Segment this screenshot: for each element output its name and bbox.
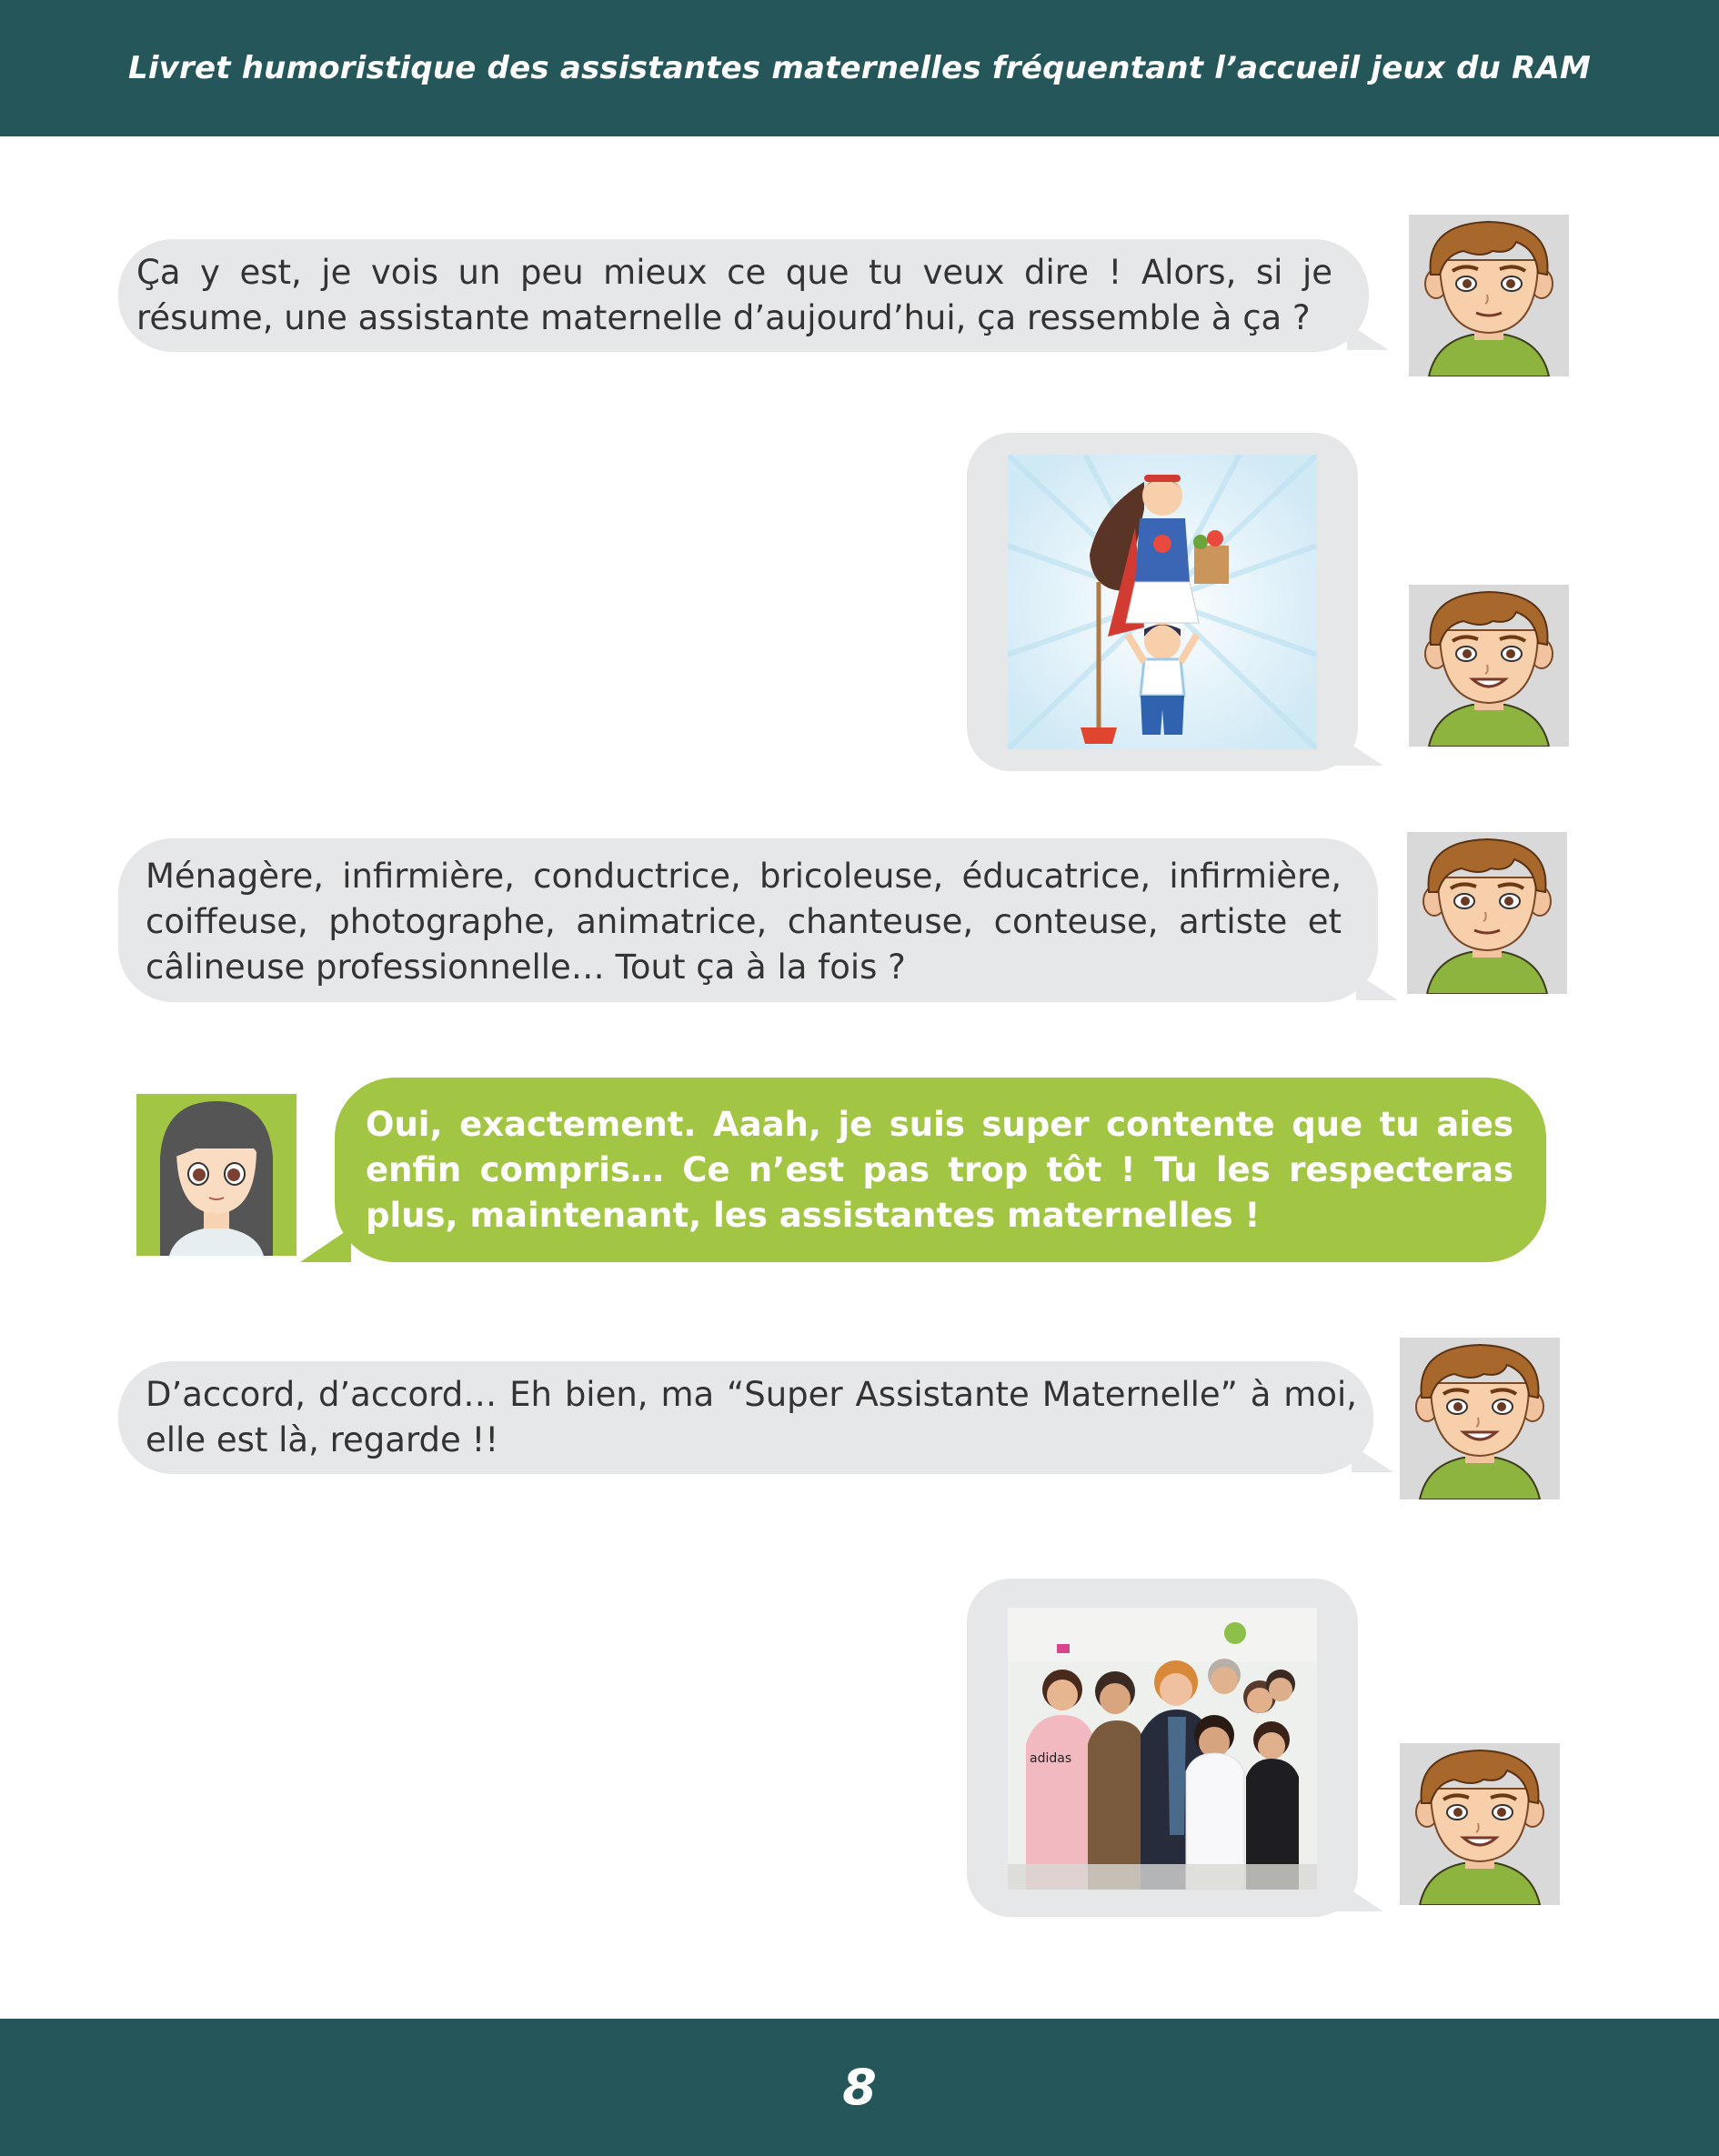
speech-bubble-boy-1 [118,239,1369,352]
boy-avatar-icon [1409,585,1569,747]
image-bubble-photo [967,1579,1358,1917]
page-header [0,0,1719,136]
message-text: Oui, exactement. Aaah, je suis super contente que tu aies enfin compris… Ce n’est pas trop tôt ! Tu les respecteras plus, maintenant, les assistantes maternelles ! [366,1105,1513,1235]
speech-bubble-girl [335,1078,1546,1262]
boy-avatar-icon [1400,1743,1560,1905]
photo-shirt-text: adidas [1030,1751,1072,1766]
boy-avatar-icon [1407,832,1567,994]
message-text: Ménagère, infirmière, conductrice, bricoleuse, éducatrice, infirmière, coiffeuse, photographe, animatrice, chanteuse, conteuse, artiste et câlineuse professionnelle… Tout ça à la fois ? [146,857,1342,987]
page-number: 8 [842,2059,877,2116]
page-footer [0,2019,1719,2156]
message-text: Ça y est, je vois un peu mieux ce que tu veux dire ! Alors, si je résume, une assistante maternelle d’aujourd’hui, ça ressemble à ça ? [136,253,1332,337]
boy-avatar-icon [1400,1338,1560,1499]
speech-bubble-boy-2 [118,838,1378,1002]
message-text: D’accord, d’accord… Eh bien, ma “Super Assistante Maternelle” à moi, elle est là, regarde !! [146,1375,1357,1459]
superhero-nanny-illustration [1008,455,1317,749]
group-photo-assistantes-maternelles [1008,1608,1317,1890]
header-title: Livret humoristique des assistantes maternelles fréquentant l’accueil jeux du RAM [127,50,1592,86]
girl-avatar-icon [136,1094,297,1256]
boy-avatar-icon [1409,215,1569,376]
speech-bubble-boy-3 [118,1361,1373,1474]
image-bubble-illustration [967,433,1358,771]
